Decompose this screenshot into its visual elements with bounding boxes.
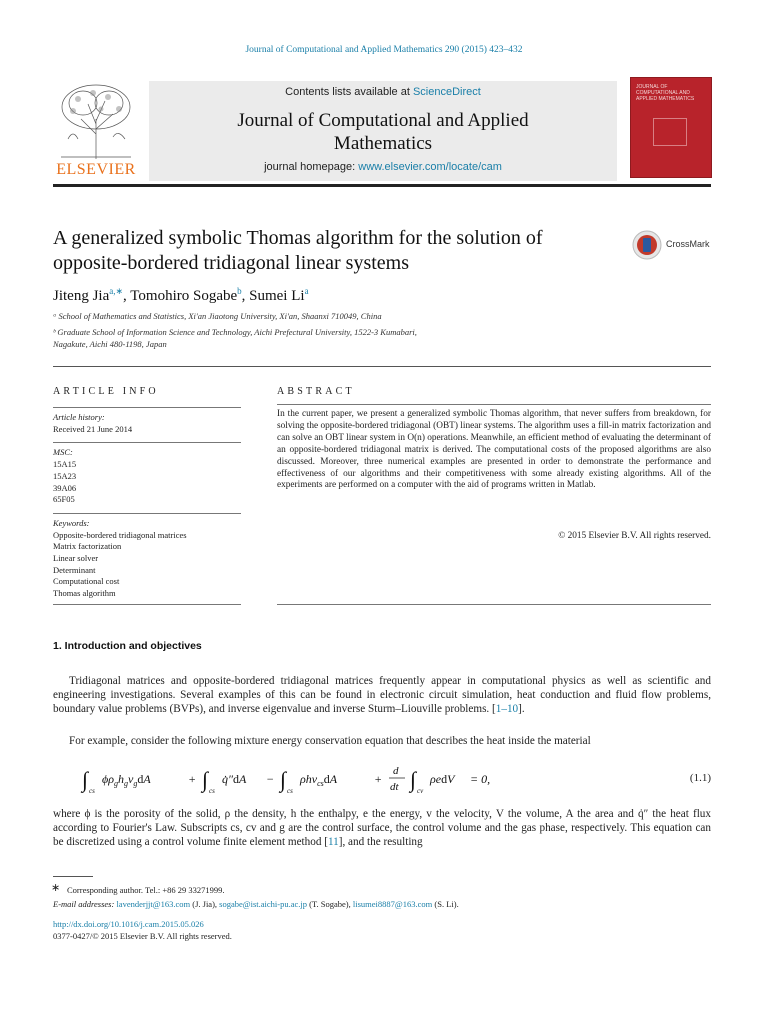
reference-link[interactable]: 11 <box>327 836 339 848</box>
svg-text:q̇″dA: q̇″dA <box>222 772 247 786</box>
journal-citation[interactable]: Journal of Computational and Applied Mathematics 290 (2015) 423–432 <box>245 45 523 55</box>
keywords-label: Keywords: <box>53 517 90 528</box>
svg-text:ρhvcsdA: ρhv$_{cs}$dA <box>300 772 338 788</box>
author-list: Jiteng Jia$^{a,∗}$, Tomohiro Sogabe$^b$, Sumei Li$^a$ <box>53 286 309 304</box>
email-link-sogabe[interactable]: sogabe@ist.aichi-pu.ac.jp <box>219 899 308 909</box>
svg-text:cs: cs <box>209 787 215 795</box>
abstract-bottom-rule <box>277 604 711 605</box>
issn-line: 0377-0427/© 2015 Elsevier B.V. All rights reserved. <box>53 931 232 941</box>
msc-label: MSC: <box>53 447 73 458</box>
svg-text:= 0,: = 0, <box>470 772 491 786</box>
article-title: A generalized symbolic Thomas algorithm for the solution of opposite-bordered tridiagonal linear systems <box>53 227 543 274</box>
msc-code: 39A06 <box>53 482 77 493</box>
svg-text:dt: dt <box>390 781 399 793</box>
msc-code: 15A15 <box>53 459 77 470</box>
publisher-name: ELSEVIER <box>56 161 136 178</box>
keyword: Matrix factorization <box>53 541 122 552</box>
svg-text:cv: cv <box>417 787 424 795</box>
article-info-heading: ARTICLE INFO <box>53 386 159 397</box>
abstract-top-rule <box>277 404 711 405</box>
email-link-li[interactable]: lisumei8887@163.com <box>352 899 433 909</box>
intro-paragraph-3: where ϕ is the porosity of the solid, ρ the density, h the enthalpy, e the energy, v the velocity, V the volume, A the area and q̇″ the heat flux according to Fourier's Law. Subscripts cs, cv and g are the control surface, the control volume and the gas phase, respectively. This equation can be discretized using a control volume finite element method [11], and the resulting <box>53 808 711 848</box>
energy-equation <box>80 762 640 796</box>
crossmark-label: CrossMark <box>666 239 710 249</box>
svg-text:∫: ∫ <box>202 767 209 792</box>
svg-text:+: + <box>188 772 197 786</box>
keyword: Linear solver <box>53 553 99 564</box>
masthead <box>149 81 617 181</box>
journal-homepage: journal homepage: www.elsevier.com/locate/cam <box>264 161 502 173</box>
svg-text:cs: cs <box>89 787 95 795</box>
keyword: Determinant <box>53 564 96 575</box>
msc-code: 15A23 <box>53 470 77 481</box>
abstract-copyright: © 2015 Elsevier B.V. All rights reserved. <box>558 531 711 541</box>
info-bottom-rule <box>53 604 241 605</box>
svg-text:∫: ∫ <box>410 767 417 792</box>
article-info-panel <box>53 404 241 600</box>
sciencedirect-link[interactable]: ScienceDirect <box>412 86 481 98</box>
footnote-rule <box>53 876 93 877</box>
crossmark-badge[interactable] <box>632 230 722 260</box>
affiliation-b-cont: Nagakute, Aichi 480-1198, Japan <box>53 339 167 349</box>
svg-text:ρedV: ρedV <box>430 772 455 786</box>
homepage-link[interactable]: www.elsevier.com/locate/cam <box>358 161 502 173</box>
svg-text:d: d <box>393 765 399 777</box>
journal-cover-thumbnail <box>630 77 712 178</box>
svg-text:+: + <box>374 772 383 786</box>
svg-text:ϕρghgvgdA: $\phi\rho_gh_gv_gdA$ <box>102 772 151 788</box>
keyword: Thomas algorithm <box>53 588 116 599</box>
author-li[interactable]: Sumei Li <box>249 288 305 304</box>
doi-link[interactable]: http://dx.doi.org/10.1016/j.cam.2015.05.026 <box>53 919 204 929</box>
cover-title: JOURNAL OF COMPUTATIONAL AND APPLIED MATHEMATICS <box>636 84 695 102</box>
msc-code: 65F05 <box>53 494 75 505</box>
history-label: Article history: <box>53 412 105 422</box>
received-date: Received 21 June 2014 <box>53 423 133 434</box>
contents-line: Contents lists available at ScienceDirect <box>285 86 481 98</box>
author-jia[interactable]: Jiteng Jia <box>53 288 110 304</box>
info-top-rule <box>53 366 711 367</box>
abstract-heading: ABSTRACT <box>277 386 355 397</box>
svg-text:∫: ∫ <box>280 767 287 792</box>
email-link-jia[interactable]: lavenderjjt@163.com <box>116 899 191 909</box>
svg-text:−: − <box>266 772 275 786</box>
keyword: Opposite-bordered tridiagonal matrices <box>53 529 187 540</box>
intro-paragraph-1: Tridiagonal matrices and opposite-bordered tridiagonal matrices frequently appear in computational physics as well as scientific and engineering investigations. Several examples of this can be found in electronic circuit simulation, heat conduction and fluid flow problems, boundary value problems (BVPs), and inverse eigenvalue and inverse Sturm–Liouville problems. [1–10]. <box>53 675 711 715</box>
svg-text:∫: ∫ <box>82 767 89 792</box>
abstract-text: In the current paper, we present a generalized symbolic Thomas algorithm, that never suffers from breakdown, for solving the opposite-bordered tridiagonal (OBT) linear systems. The algorithm uses a fill-in matrix factorization and can solve an OBT linear system in O(n) operations. Meanwhile, an efficient method of evaluating the determinant of an opposite-bordered tridiagonal matrix is derived. The computational costs of the proposed algorithms are also discussed. Moreover, three numerical examples are presented in order to demonstrate the performance and effectiveness of our algorithms and their competitiveness with some already existing algorithms. All of the experiments are performed on a computer with the aid of programs written in Matlab. <box>277 409 711 491</box>
intro-paragraph-2: For example, consider the following mixture energy conservation equation that describes the heat inside the material <box>69 735 591 747</box>
email-addresses: E-mail addresses: lavenderjjt@163.com (J. Jia), sogabe@ist.aichi-pu.ac.jp (T. Sogabe), lisumei8887@163.com (S. Li). <box>53 899 459 909</box>
journal-name: Journal of Computational and Applied Mathematics <box>237 110 529 154</box>
corresponding-author-note: ∗ Corresponding author. Tel.: +86 29 33271999. <box>51 882 225 895</box>
affiliation-b: ᵇ Graduate School of Information Science and Technology, Aichi Prefectural University, 1522-3 Kumabari, <box>53 327 417 337</box>
keyword: Computational cost <box>53 576 120 587</box>
section-heading: 1. Introduction and objectives <box>53 640 202 652</box>
crossmark-icon <box>632 230 662 260</box>
journal-header <box>53 77 711 187</box>
equation-number: (1.1) <box>689 772 711 784</box>
author-sogabe[interactable]: Tomohiro Sogabe <box>130 288 238 304</box>
svg-text:cs: cs <box>287 787 293 795</box>
affiliation-a: ᵃ School of Mathematics and Statistics, Xi'an Jiaotong University, Xi'an, Shaanxi 710049, China <box>53 311 382 321</box>
reference-link[interactable]: 1–10 <box>495 703 519 715</box>
header-rule <box>53 184 711 187</box>
